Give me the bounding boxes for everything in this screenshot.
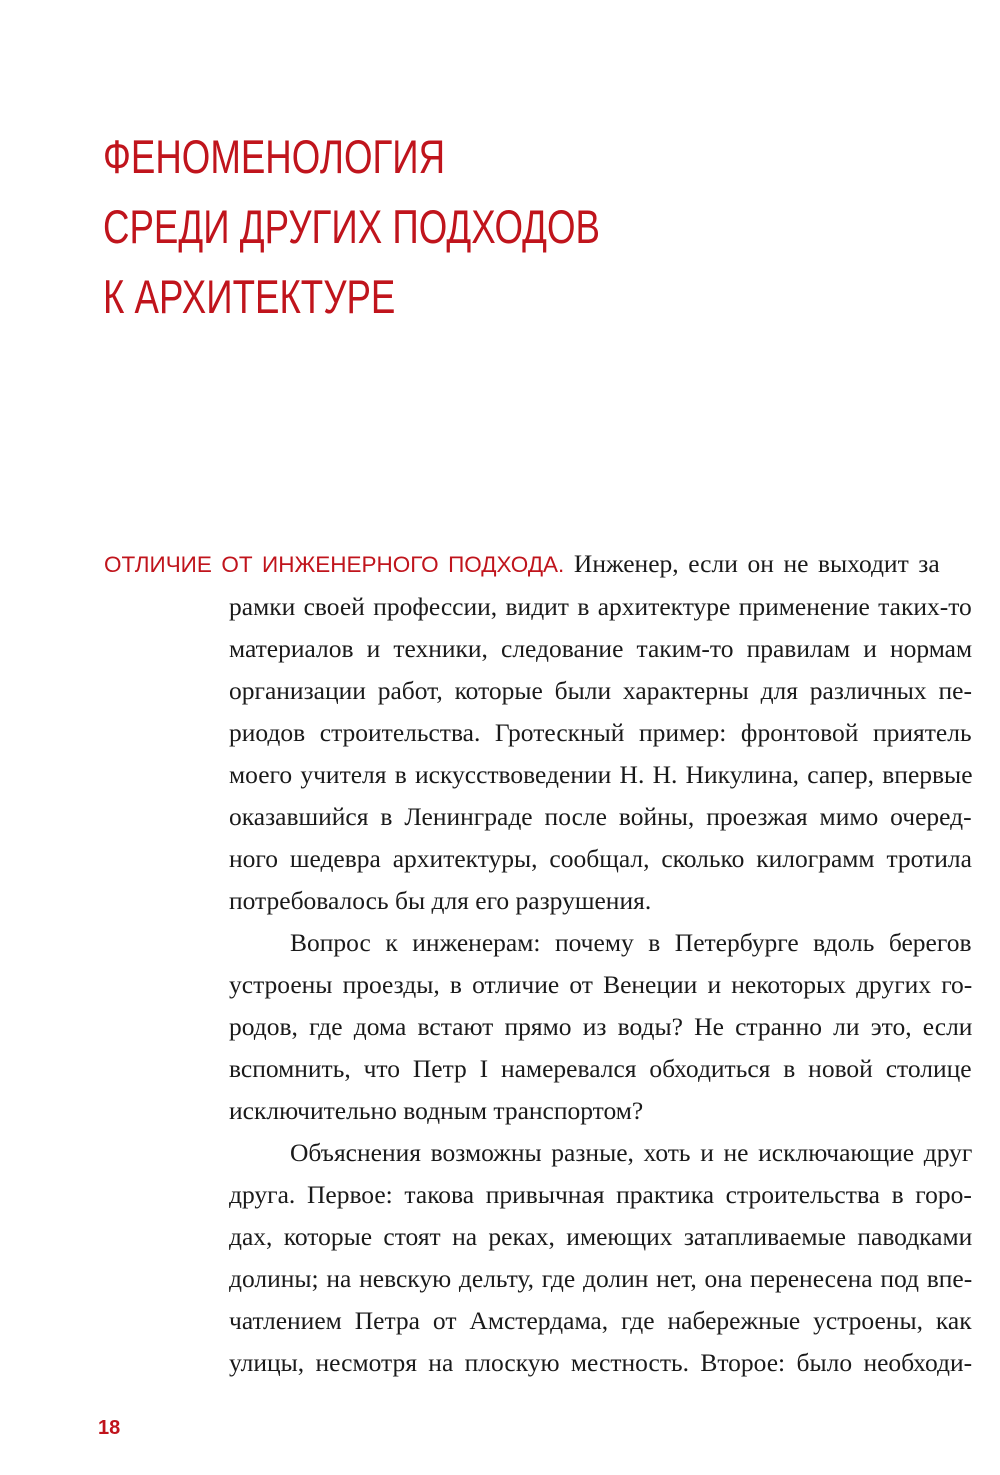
- section-first-line-text: Инженер, если он не выходит за: [564, 549, 940, 578]
- chapter-title-line: К АРХИТЕКТУРЕ: [103, 270, 396, 323]
- text-line: ного шедевра архитектуры, сообщал, сколько килограмм тротила: [229, 844, 972, 873]
- chapter-title: [103, 122, 600, 332]
- text-line: улицы, несмотря на плоскую местность. Второе: было необходи-: [229, 1348, 973, 1377]
- text-line: Вопрос к инженерам: почему в Петербурге вдоль берегов: [290, 928, 972, 957]
- text-line: родов, где дома встают прямо из воды? Не странно ли это, если: [229, 1012, 973, 1041]
- text-line: долины; на невскую дельту, где долин нет, она перенесена под впе-: [229, 1264, 973, 1293]
- text-line: Объяснения возможны разные, хоть и не исключающие друг: [290, 1138, 973, 1167]
- chapter-title-line: ФЕНОМЕНОЛОГИЯ: [103, 130, 446, 183]
- text-line: устроены проезды, в отличие от Венеции и некоторых других го-: [229, 970, 973, 999]
- section-heading: ОТЛИЧИЕ ОТ ИНЖЕНЕРНОГО ПОДХОДА.: [104, 552, 565, 577]
- text-line: моего учителя в искусствоведении Н. Н. Никулина, сапер, впервые: [229, 760, 973, 789]
- text-line: чатлением Петра от Амстердама, где набережные устроены, как: [229, 1306, 972, 1335]
- text-line: риодов строительства. Гротескный пример: фронтовой приятель: [229, 718, 972, 747]
- text-line: организации работ, которые были характерны для различных пе-: [229, 676, 972, 705]
- text-line: оказавшийся в Ленинграде после войны, проезжая мимо очеред-: [229, 802, 972, 831]
- text-line: вспомнить, что Петр I намеревался обходиться в новой столице: [229, 1054, 972, 1083]
- page-number: 18: [98, 1417, 121, 1439]
- section-first-line: [104, 549, 940, 580]
- text-line: исключительно водным транспортом?: [229, 1096, 644, 1125]
- text-line: друга. Первое: такова привычная практика строительства в горо-: [229, 1180, 972, 1209]
- text-line: дах, которые стоят на реках, имеющих затапливаемые паводками: [229, 1222, 973, 1251]
- text-line: материалов и техники, следование таким-то правилам и нормам: [229, 634, 973, 663]
- text-line: потребовалось бы для его разрушения.: [229, 886, 652, 915]
- chapter-title-line: СРЕДИ ДРУГИХ ПОДХОДОВ: [103, 200, 600, 253]
- text-line: рамки своей профессии, видит в архитектуре применение таких-то: [229, 592, 972, 621]
